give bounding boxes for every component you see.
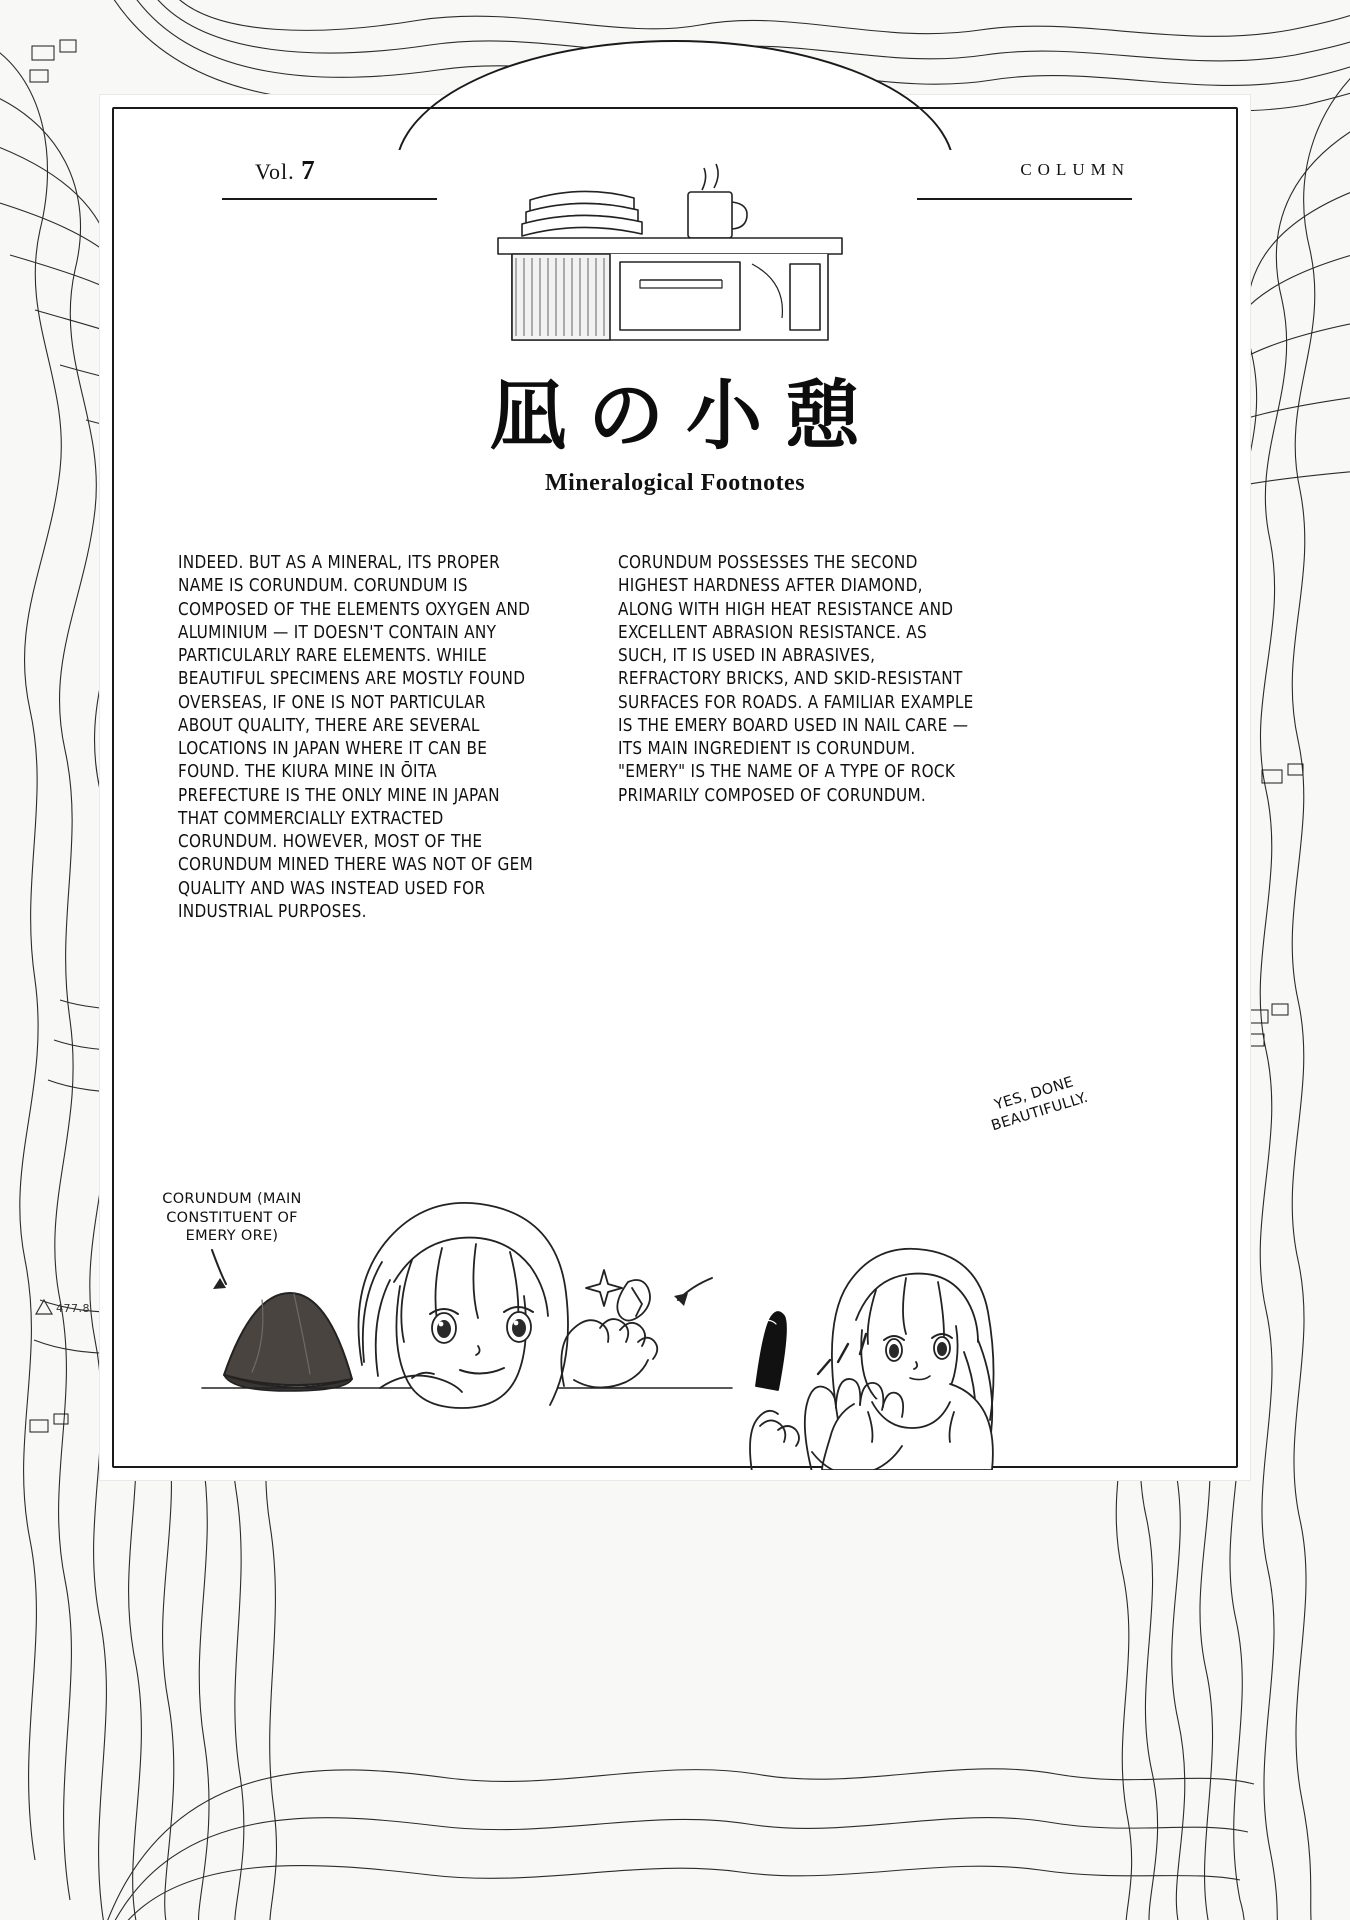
header-rule-left <box>222 198 437 200</box>
article-body <box>178 552 988 924</box>
speech-caption: YES, DONE BEAUTIFULLY. <box>989 1074 1090 1134</box>
corundum-caption: CORUNDUM (MAIN CONSTITUENT OF EMERY ORE) <box>162 1191 302 1245</box>
body-column-left <box>178 552 548 924</box>
desk-illustration <box>490 130 850 350</box>
volume-prefix: Vol. <box>255 159 295 184</box>
volume-number: 7 <box>301 155 316 185</box>
body-column-right <box>618 552 988 924</box>
volume-label <box>255 155 316 186</box>
section-label: COLUMN <box>1020 160 1130 179</box>
map-elevation-marker: 477.8 <box>56 1302 90 1315</box>
header-rule-right <box>917 198 1132 200</box>
body-text-right: CORUNDUM POSSESSES THE SECOND HIGHEST HARDNESS AFTER DIAMOND, ALONG WITH HIGH HEAT RESISTANCE AND EXCELLENT ABRASION RESISTANCE. AS SUCH, IT IS USED IN ABRASIVES, REFRACTORY BRICKS, AND SKID-RESISTANT SURFACES FOR ROADS. A FAMILIAR EXAMPLE IS THE EMERY BOARD USED IN NAIL CARE — ITS MAIN INGREDIENT IS CORUNDUM. "EMERY" IS THE NAME OF A TYPE OF ROCK PRIMARILY COMPOSED OF CORUNDUM. <box>618 553 974 806</box>
page-subtitle: Mineralogical Footnotes <box>544 470 806 496</box>
body-text-left: INDEED. BUT AS A MINERAL, ITS PROPER NAME IS CORUNDUM. CORUNDUM IS COMPOSED OF THE ELEMENTS OXYGEN AND ALUMINIUM — IT DOESN'T CONTAIN ANY PARTICULARLY RARE ELEMENTS. WHILE BEAUTIFUL SPECIMENS ARE MOSTLY FOUND OVERSEAS, IF ONE IS NOT PARTICULAR ABOUT QUALITY, THERE ARE SEVERAL LOCATIONS IN JAPAN WHERE IT CAN BE FOUND. THE KIURA MINE IN ŌITA PREFECTURE IS THE ONLY MINE IN JAPAN THAT COMMERCIALLY EXTRACTED CORUNDUM. HOWEVER, MOST OF THE CORUNDUM MINED THERE WAS NOT OF GEM QUALITY AND WAS INSTEAD USED FOR INDUSTRIAL PURPOSES. <box>178 553 534 922</box>
page-title: 凪の小憩 <box>490 371 882 460</box>
illustration-area <box>112 1074 1238 1470</box>
